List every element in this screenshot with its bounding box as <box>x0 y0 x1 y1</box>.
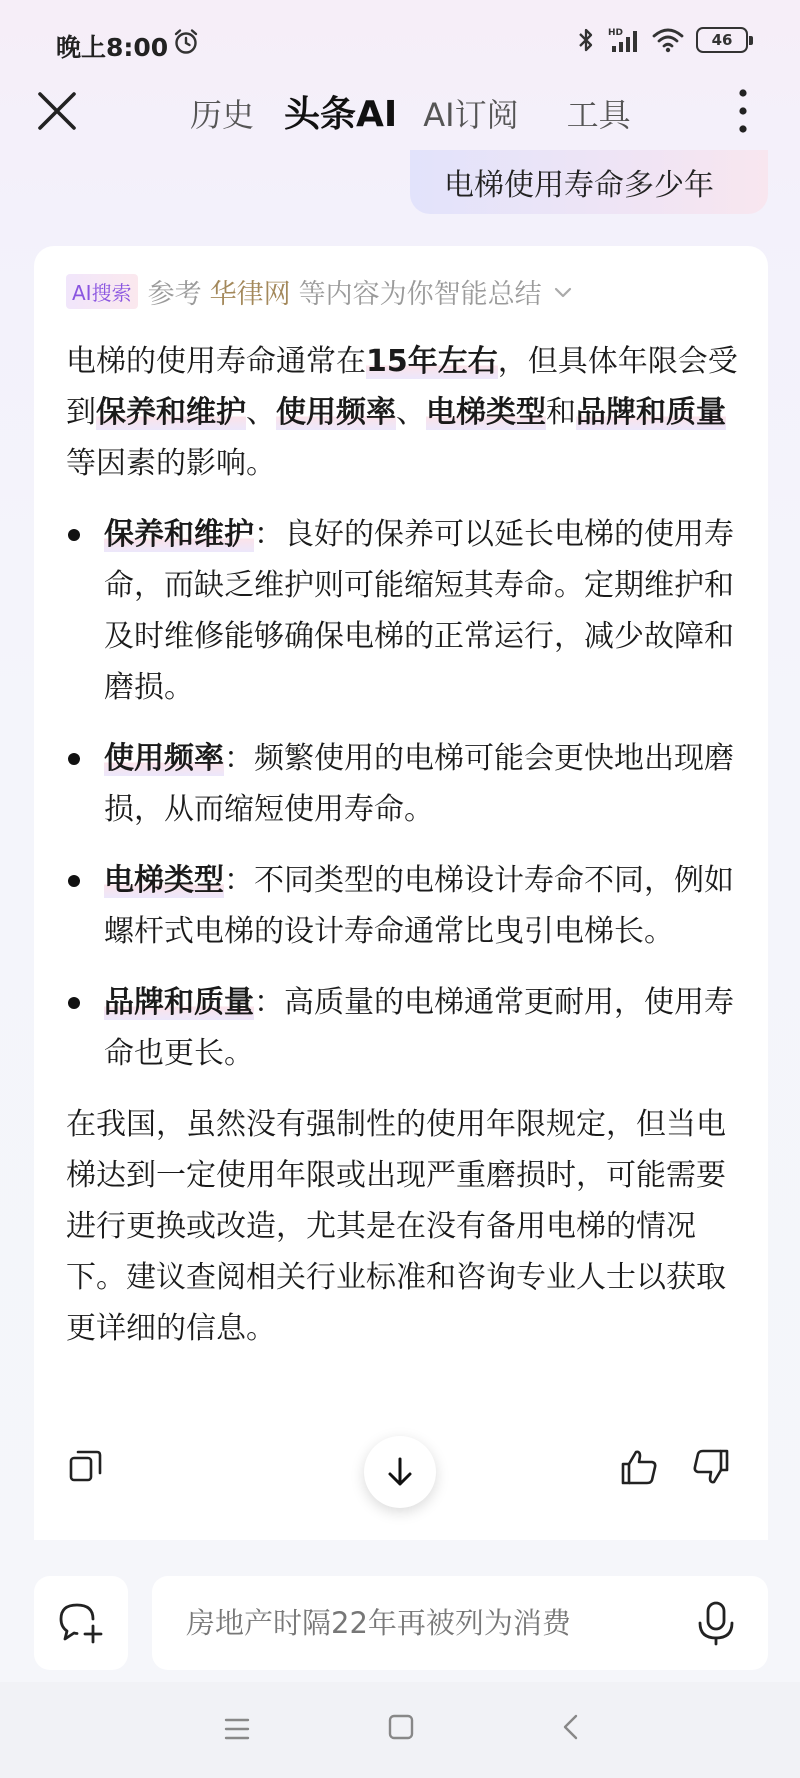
factor-list <box>66 509 742 1079</box>
menu-icon[interactable] <box>222 1714 252 1744</box>
chevron-down-icon[interactable] <box>552 281 574 303</box>
bullet-term: 电梯类型 <box>104 863 224 898</box>
system-nav-bar <box>0 1682 800 1778</box>
ai-search-badge: AI搜索 <box>66 274 138 309</box>
highlight-term: 使用频率 <box>276 395 396 430</box>
user-question-text: 电梯使用寿命多少年 <box>444 168 714 203</box>
bullet-term: 使用频率 <box>104 741 224 776</box>
bullet-term: 保养和维护 <box>104 517 254 552</box>
new-chat-icon <box>57 1601 105 1645</box>
cellular-signal-icon <box>608 26 640 54</box>
list-item <box>66 509 742 713</box>
arrow-down-icon <box>383 1455 417 1489</box>
tab-ai-subscription[interactable]: AI订阅 <box>423 96 519 134</box>
microphone-icon[interactable] <box>694 1600 738 1646</box>
status-bar <box>0 0 800 88</box>
source-prefix: 参考 <box>147 279 202 310</box>
answer-card <box>34 246 768 1540</box>
tab-history[interactable]: 历史 <box>190 96 255 134</box>
source-name[interactable]: 华律网 <box>209 279 291 310</box>
wifi-icon <box>652 27 684 53</box>
highlight-term: 保养和维护 <box>96 395 246 430</box>
list-item <box>66 733 742 835</box>
source-summary[interactable] <box>66 272 574 311</box>
close-icon[interactable] <box>32 86 82 136</box>
list-item <box>66 855 742 957</box>
tab-tools[interactable]: 工具 <box>566 96 631 134</box>
battery-level: 46 <box>711 31 733 49</box>
new-chat-button[interactable] <box>34 1576 128 1670</box>
answer-body <box>66 336 742 1374</box>
answer-intro: 电梯的使用寿命通常在15年左右，但具体年限会受到保养和维护、使用频率、电梯类型和品牌和质量等因素的影响。 <box>66 344 738 481</box>
highlight-term: 15年左右 <box>366 344 498 379</box>
message-input-box[interactable] <box>152 1576 768 1670</box>
bluetooth-icon <box>576 26 596 54</box>
battery-indicator <box>696 27 748 53</box>
status-icons <box>576 26 748 54</box>
bullet-text: ：良好的保养可以延长电梯的使用寿命，而缺乏维护则可能缩短其寿命。定期维护和及时维修能够确保电梯的正常运行，减少故障和磨损。 <box>104 517 734 705</box>
highlight-term: 电梯类型 <box>426 395 546 430</box>
alarm-clock-icon <box>172 28 200 56</box>
top-nav <box>0 80 800 160</box>
tab-bar <box>190 86 631 137</box>
home-icon[interactable] <box>386 1712 416 1742</box>
bullet-text: ：不同类型的电梯设计寿命不同，例如螺杆式电梯的设计寿命通常比曳引电梯长。 <box>104 863 734 949</box>
scroll-down-button[interactable] <box>364 1436 436 1508</box>
thumbs-down-icon[interactable] <box>692 1448 730 1486</box>
svg-text:HD: HD <box>608 28 624 38</box>
source-suffix: 等内容为你智能总结 <box>298 279 542 310</box>
highlight-term: 品牌和质量 <box>576 395 726 430</box>
bullet-text: ：频繁使用的电梯可能会更快地出现磨损，从而缩短使用寿命。 <box>104 741 734 827</box>
copy-icon[interactable] <box>68 1448 104 1484</box>
message-input[interactable] <box>186 1606 656 1640</box>
back-icon[interactable] <box>556 1712 586 1742</box>
bullet-text: ：高质量的电梯通常更耐用，使用寿命也更长。 <box>104 985 734 1071</box>
thumbs-up-icon[interactable] <box>620 1448 658 1486</box>
answer-conclusion: 在我国，虽然没有强制性的使用年限规定，但当电梯达到一定使用年限或出现严重磨损时，可能需要进行更换或改造，尤其是在没有备用电梯的情况下。建议查阅相关行业标准和咨询专业人士以获取更详细的信息。 <box>66 1107 726 1346</box>
user-question-bubble <box>410 150 768 214</box>
bullet-term: 品牌和质量 <box>104 985 254 1020</box>
tab-toutiao-ai[interactable]: 头条AI <box>284 94 398 135</box>
status-time: 晚上8:00 <box>56 33 169 62</box>
more-vertical-icon[interactable] <box>730 86 756 136</box>
list-item <box>66 977 742 1079</box>
